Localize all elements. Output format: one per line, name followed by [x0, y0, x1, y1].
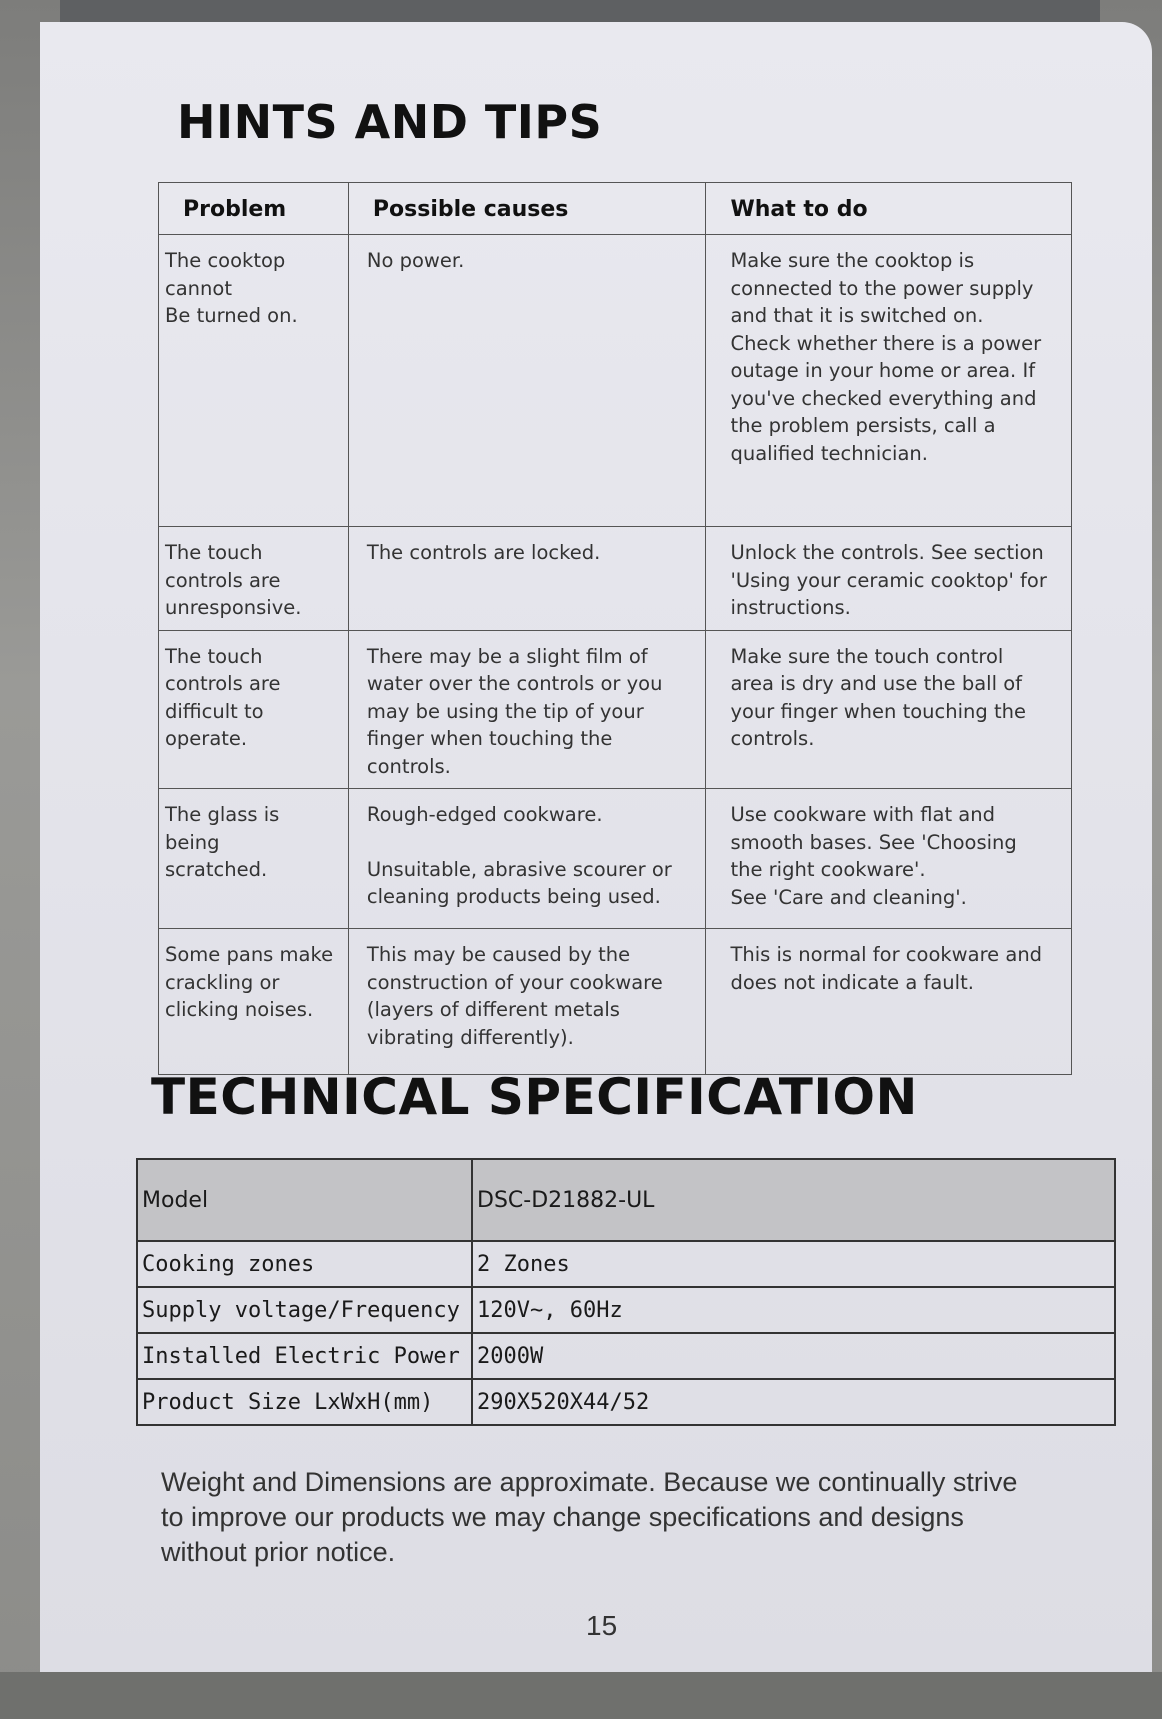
spec-row: [137, 1379, 1115, 1425]
causes-cell: [348, 929, 706, 1075]
text-line: connected to the power supply: [730, 276, 1034, 300]
spec-value: 2000W: [472, 1333, 1115, 1379]
text-line: crackling or: [165, 970, 280, 994]
text-line: instructions.: [730, 596, 851, 619]
spacer: [367, 829, 698, 856]
text-line: the problem persists, call a: [730, 414, 996, 437]
spec-value: 120V~, 60Hz: [472, 1287, 1115, 1333]
text-line: The touch: [165, 644, 263, 668]
action-cell: [706, 527, 1072, 631]
spec-row: [137, 1333, 1115, 1379]
text-line: controls are: [165, 568, 281, 592]
text-line: Be turned on.: [165, 304, 298, 327]
text-line: The cooktop: [165, 249, 286, 272]
causes-cell: [348, 527, 706, 631]
text-line: clicking noises.: [165, 998, 314, 1021]
text-line: This is normal for cookware and: [730, 943, 1043, 966]
text-line: outage in your home or area. If: [730, 359, 1036, 382]
spec-row: [137, 1287, 1115, 1333]
text-line: controls.: [730, 727, 815, 750]
text-line: qualified technician.: [730, 441, 928, 465]
causes-cell: [348, 630, 706, 789]
spec-label: Product Size LxWxH(mm): [137, 1379, 472, 1425]
text-line: No power.: [366, 249, 465, 272]
problem-cell: [159, 630, 349, 789]
text-line: controls.: [366, 754, 451, 778]
text-line: Use cookware with flat and: [730, 803, 995, 826]
text-line: does not indicate a fault.: [730, 970, 974, 994]
problem-cell: [159, 527, 349, 631]
text-line: your finger when touching the: [730, 699, 1026, 723]
text-line: without prior notice.: [161, 1537, 396, 1567]
spec-value: 290X520X44/52: [472, 1379, 1115, 1425]
text-line: the right cookware'.: [730, 858, 926, 881]
spec-row: [137, 1241, 1115, 1287]
text-line: 'Using your ceramic cooktop' for: [730, 568, 1047, 592]
table-row: [159, 527, 1072, 631]
spec-value: DSC-D21882-UL: [472, 1159, 1115, 1241]
text-line: See 'Care and cleaning'.: [730, 885, 967, 909]
text-line: operate.: [165, 727, 248, 750]
action-cell: [706, 630, 1072, 789]
problem-cell: [159, 789, 349, 929]
text-line: area is dry and use the ball of: [730, 672, 1023, 695]
text-line: difficult to: [165, 699, 264, 723]
text-line: unresponsive.: [165, 596, 302, 619]
table-row: [159, 235, 1072, 527]
text-line: Make sure the touch control: [730, 644, 1004, 668]
text-line: may be using the tip of your: [366, 699, 644, 723]
header-causes: Possible causes: [348, 183, 706, 235]
text-line: construction of your cookware: [366, 970, 663, 994]
text-line: water over the controls or you: [366, 672, 663, 695]
text-line: and that it is switched on.: [730, 304, 984, 327]
hints-table: [158, 182, 1072, 1075]
text-line: you've checked everything and: [730, 386, 1037, 410]
table-row: [159, 789, 1072, 929]
text-line: Rough-edged cookware.: [366, 803, 603, 826]
action-cell: [706, 789, 1072, 929]
action-cell: [706, 929, 1072, 1075]
table-row: [159, 630, 1072, 789]
hints-title: HINTS AND TIPS: [177, 95, 603, 149]
text-line: There may be a slight film of: [366, 644, 648, 668]
text-line: Unsuitable, abrasive scourer or: [366, 857, 672, 881]
causes-cell: [348, 235, 706, 527]
causes-cell: [348, 789, 706, 929]
text-line: controls are: [165, 672, 281, 695]
text-line: scratched.: [165, 858, 268, 881]
spec-label: Cooking zones: [137, 1241, 472, 1287]
text-line: The controls are locked.: [366, 541, 601, 564]
text-line: Unlock the controls. See section: [730, 541, 1044, 564]
bottom-edge: [0, 1672, 1162, 1719]
problem-cell: [159, 929, 349, 1075]
text-line: vibrating differently).: [366, 1025, 574, 1049]
text-line: smooth bases. See 'Choosing: [730, 830, 1017, 854]
text-line: Weight and Dimensions are approximate. Because we continually strive: [161, 1467, 1018, 1497]
table-row: [159, 929, 1072, 1075]
text-line: The glass is being: [165, 803, 280, 854]
spec-table: [136, 1158, 1116, 1426]
disclaimer-note: [161, 1465, 1081, 1570]
spec-label: Installed Electric Power: [137, 1333, 472, 1379]
spec-row-model: [137, 1159, 1115, 1241]
text-line: to improve our products we may change specifications and designs: [161, 1502, 964, 1532]
header-problem: Problem: [159, 183, 349, 235]
spec-title: TECHNICAL SPECIFICATION: [151, 1068, 918, 1126]
text-line: Some pans make: [165, 943, 334, 966]
text-line: Make sure the cooktop is: [730, 249, 975, 272]
text-line: The touch: [165, 541, 263, 564]
text-line: This may be caused by the: [366, 943, 631, 966]
hints-header-row: [159, 183, 1072, 235]
text-line: cannot: [165, 276, 232, 300]
action-cell: [706, 235, 1072, 527]
text-line: cleaning products being used.: [366, 885, 661, 908]
spec-value: 2 Zones: [472, 1241, 1115, 1287]
page-number: 15: [586, 1610, 618, 1641]
text-line: Check whether there is a power: [730, 331, 1042, 355]
spec-label: Model: [137, 1159, 472, 1241]
text-line: (layers of different metals: [366, 998, 620, 1021]
text-line: finger when touching the: [366, 727, 613, 750]
spec-label: Supply voltage/Frequency: [137, 1287, 472, 1333]
header-what-to-do: What to do: [706, 183, 1072, 235]
problem-cell: [159, 235, 349, 527]
